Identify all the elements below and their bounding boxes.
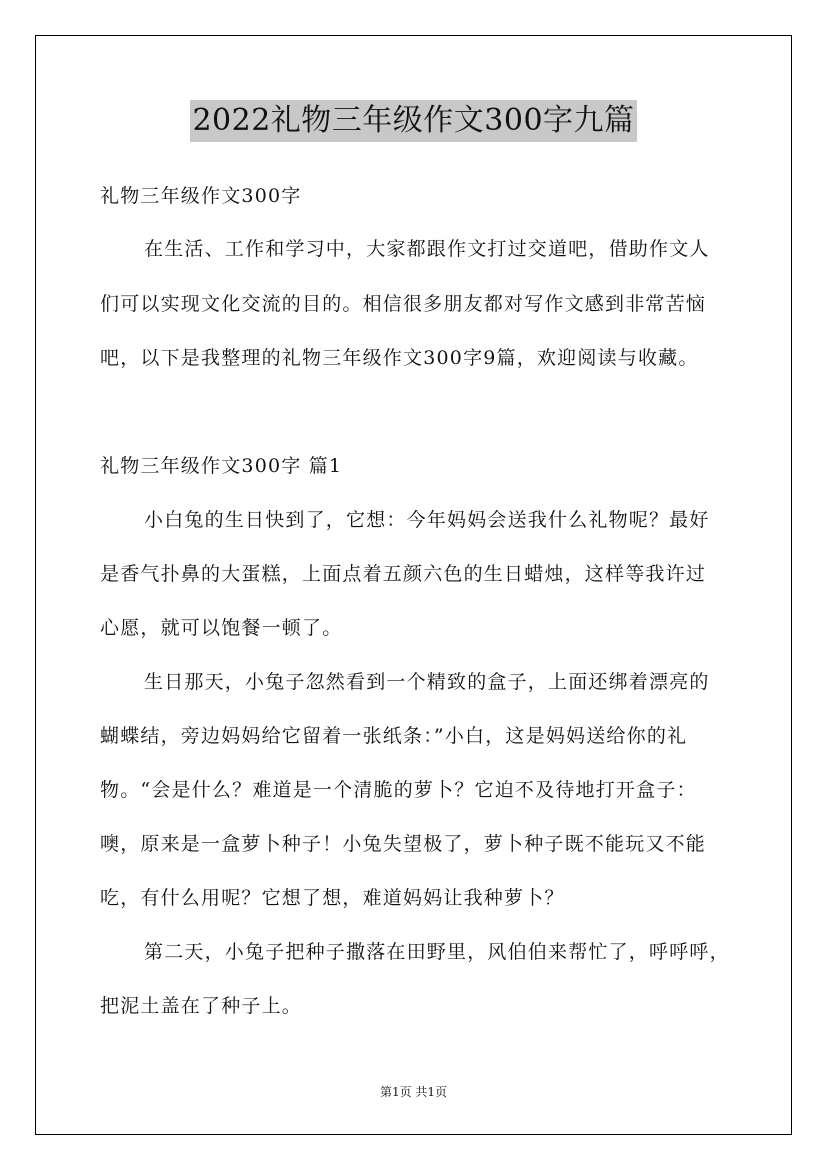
intro-line: 在生活、工作和学习中，大家都跟作文打过交道吧，借助作文人: [144, 238, 710, 260]
section-heading: 礼物三年级作文300字 篇1: [100, 455, 343, 477]
paragraph-line: 蝴蝶结，旁边妈妈给它留着一张纸条：”小白，这是妈妈送给你的礼: [100, 725, 688, 747]
paragraph-line: 是香气扑鼻的大蛋糕，上面点着五颜六色的生日蜡烛，这样等我许过: [100, 563, 707, 585]
paragraph-line: 吃，有什么用呢？它想了想，难道妈妈让我种萝卜？: [100, 887, 565, 909]
intro-line: 们可以实现文化交流的目的。相信很多朋友都对写作文感到非常苦恼: [100, 293, 707, 315]
paragraph-line: 心愿，就可以饱餐一顿了。: [100, 617, 343, 639]
document-title: 2022礼物三年级作文300字九篇: [190, 100, 636, 142]
title-container: [0, 100, 827, 142]
paragraph-line: 第二天，小兔子把种子撒落在田野里，风伯伯来帮忙了，呼呼呼，: [144, 941, 730, 963]
paragraph-line: 小白兔的生日快到了，它想：今年妈妈会送我什么礼物呢？最好: [144, 509, 710, 531]
intro-heading: 礼物三年级作文300字: [100, 185, 302, 207]
paragraph-line: 把泥土盖在了种子上。: [100, 995, 303, 1017]
paragraph-line: 生日那天，小兔子忽然看到一个精致的盒子，上面还绑着漂亮的: [144, 671, 710, 693]
page-footer: 第1页 共1页: [379, 1085, 448, 1099]
paragraph-line: 噢，原来是一盒萝卜种子！小兔失望极了，萝卜种子既不能玩又不能: [100, 833, 707, 855]
paragraph-line: 物。“会是什么？难道是一个清脆的萝卜？它迫不及待地打开盒子：: [100, 779, 697, 801]
intro-line: 吧，以下是我整理的礼物三年级作文300字9篇，欢迎阅读与收藏。: [100, 347, 699, 369]
